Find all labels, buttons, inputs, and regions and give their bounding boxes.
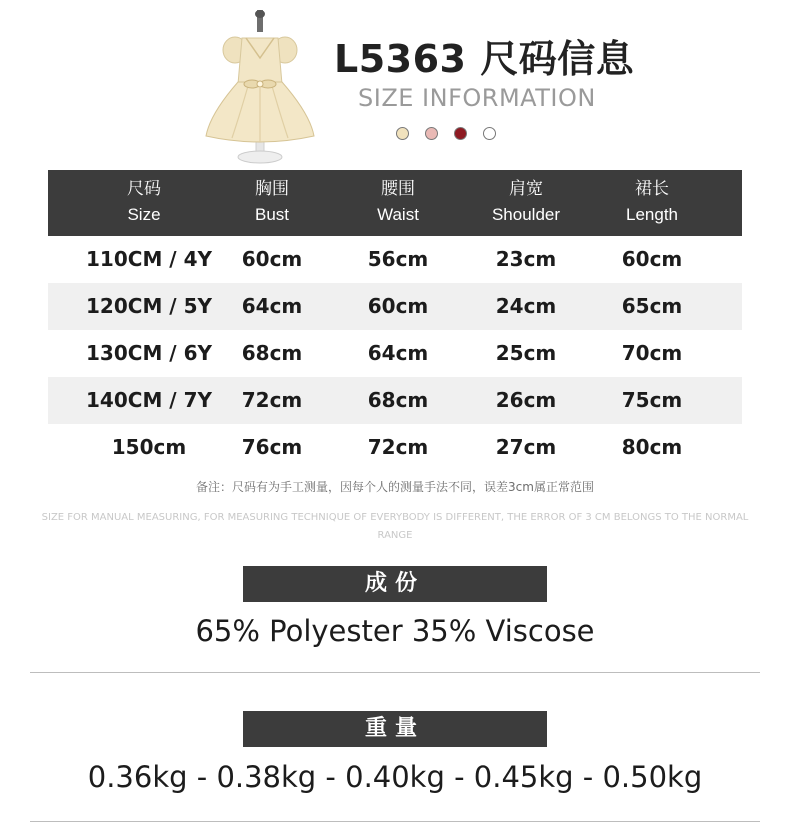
table-cell-size: 150cm [111,435,187,459]
table-cell-waist: 64cm [367,341,429,365]
dress-product-image [198,10,322,166]
table-cell-length: 75cm [621,388,683,412]
weight-heading: 重量 [243,711,547,747]
weight-value: 0.36kg - 0.38kg - 0.40kg - 0.45kg - 0.50kg [87,760,703,794]
table-cell-length: 80cm [621,435,683,459]
table-cell-waist: 60cm [367,294,429,318]
column-header-en: Size [127,205,161,224]
table-cell-shoulder: 26cm [495,388,557,412]
column-header-waist [328,176,468,228]
column-header-en: Shoulder [491,205,561,224]
table-row [48,236,742,283]
table-cell-length: 70cm [621,341,683,365]
divider [30,672,760,673]
divider [30,821,760,822]
column-header-size [74,176,214,228]
table-cell-waist: 56cm [367,247,429,271]
color-swatch[interactable] [425,127,438,140]
table-cell-bust: 72cm [241,388,303,412]
column-header-bust [202,176,342,228]
table-cell-bust: 64cm [241,294,303,318]
color-swatch[interactable] [483,127,496,140]
table-cell-size: 130CM / 6Y [86,341,212,365]
column-header-en: Length [626,205,678,224]
table-row [48,377,742,424]
table-cell-shoulder: 27cm [495,435,557,459]
column-header-zh: 尺码 [127,179,161,199]
column-header-en: Bust [254,205,290,224]
table-row [48,283,742,330]
table-cell-shoulder: 24cm [495,294,557,318]
color-swatches [396,127,496,140]
table-cell-length: 65cm [621,294,683,318]
table-cell-shoulder: 23cm [495,247,557,271]
page-title: L5363 尺码信息 [334,37,635,81]
measurement-note-cn: 备注：尺码有为手工测量，因每个人的测量手法不同，误差3cm属正常范围 [196,480,594,494]
table-cell-length: 60cm [621,247,683,271]
color-swatch[interactable] [454,127,467,140]
column-header-zh: 腰围 [381,179,415,199]
table-cell-bust: 68cm [241,341,303,365]
column-header-shoulder [456,176,596,228]
table-row [48,424,742,471]
table-cell-bust: 60cm [241,247,303,271]
page-subtitle: SIZE INFORMATION [358,84,596,112]
column-header-en: Waist [377,205,419,224]
column-header-zh: 裙长 [635,179,669,199]
table-cell-size: 110CM / 4Y [86,247,212,271]
column-header-length [582,176,722,228]
table-cell-shoulder: 25cm [495,341,557,365]
composition-heading: 成份 [243,566,547,602]
column-header-zh: 肩宽 [509,179,543,199]
color-swatch[interactable] [396,127,409,140]
table-cell-size: 120CM / 5Y [86,294,212,318]
table-cell-size: 140CM / 7Y [86,388,212,412]
column-header-zh: 胸围 [255,179,289,199]
composition-value: 65% Polyester 35% Viscose [195,614,595,648]
table-cell-bust: 76cm [241,435,303,459]
measurement-note-en: SIZE FOR MANUAL MEASURING, FOR MEASURING TECHNIQUE OF EVERYBODY IS DIFFERENT, THE ERROR OF 3 CM BELONGS TO THE NORMAL RANGE [41,512,749,541]
size-table-header [48,170,742,236]
table-cell-waist: 72cm [367,435,429,459]
table-row [48,330,742,377]
table-cell-waist: 68cm [367,388,429,412]
